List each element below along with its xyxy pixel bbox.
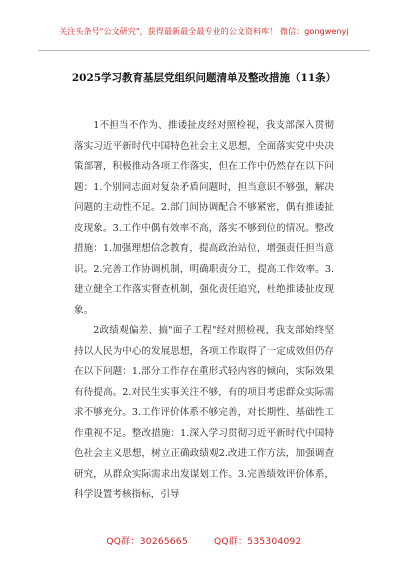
paragraph-item-1: 1不担当不作为、推诿扯皮经对照检视，我支部深入贯彻落实习近平新时代中国特色社会主义思想，全面落实党中央决策部署，积极推动各项工作落实，但在工作中仍然存在以下问题：1.个别同志面对复杂矛盾问题时，担当意识不够强，解决问题的主动性不足。2.部门间协调配合不够紧密，偶有推诿扯皮现象。3.工作中偶有效率不高，落实不够到位的情况。整改措施：1.加强理想信念教育，提高政治站位，增强责任担当意识。2.完善工作协调机制，明确职责分工，提高工作效率。3.建立健全工作落实督查机制，强化责任追究，杜绝推诿扯皮现象。	[74, 120, 334, 316]
header-promo-banner: 关注头条号"公文研究"，获得最新最全最专业的公文资料库！ 微信：gongwenyj	[59, 27, 349, 36]
footer-contact	[0, 534, 408, 547]
paragraph-item-2: 2政绩观偏差、搞"面子工程"经对照检视，我支部始终坚持以人民为中心的发展思想，各项工作取得了一定成效但仍存在以下问题：1.部分工作存在重形式轻内容的倾向，实际效果有待提高。2.对民生实事关注不够，有的项目考虑群众实际需求不够充分。3.工作评价体系不够完善，对长期性、基础性工作重视不足。整改措施：1.深入学习贯彻习近平新时代中国特色社会主义思想，树立正确政绩观2.改进工作方法，加强调查研究，从群众实际需求出发谋划工作。3.完善绩效评价体系，科学设置考核指标，引导	[74, 325, 334, 500]
header-divider	[38, 50, 370, 51]
document-body	[74, 116, 334, 506]
footer-qq-group-2: QQ群：535304092	[213, 537, 302, 547]
footer-qq-group-1: QQ群：30265665	[106, 537, 188, 547]
document-title: 2025学习教育基层党组织问题清单及整改措施（11条）	[71, 72, 337, 84]
